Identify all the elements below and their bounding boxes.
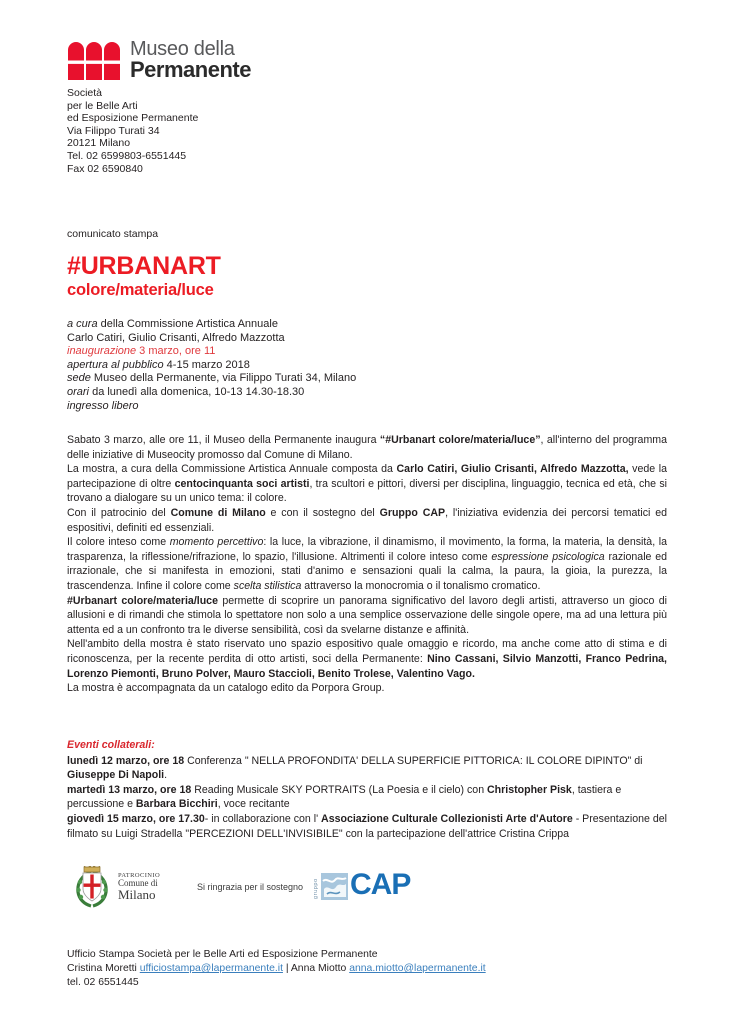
event-person: Giuseppe Di Napoli [67, 769, 165, 782]
press-contact-footer [67, 948, 667, 990]
footer-office-line: Ufficio Stampa Società per le Belle Arti ed Esposizione Permanente [67, 949, 378, 960]
credit-value: della Commissione Artistica Annuale [97, 318, 278, 330]
address-line: per le Belle Arti [67, 99, 138, 112]
credit-label: a cura [67, 318, 98, 330]
address-line: 20121 Milano [67, 137, 131, 150]
credit-label: inaugurazione [67, 345, 137, 358]
side-events-heading: Eventi collaterali: [67, 739, 155, 751]
text-run: , voce recitante [217, 798, 290, 811]
permanente-columns-logo-icon [67, 37, 121, 81]
museo-permanente-logo [67, 33, 487, 81]
wordmark-line-1: Museo della [130, 37, 235, 60]
credit-value: 3 marzo, ore 11 [136, 345, 216, 358]
patrocinio-label: PATROCINIO [118, 871, 161, 879]
side-event-item [67, 812, 667, 841]
address-line: Via Filippo Turati 34 [67, 124, 160, 137]
milano-label: Milano [118, 887, 156, 903]
text-run-bold: #Urbanart colore/materia/luce [67, 594, 218, 607]
text-run-bold: Nino Cassani, Silvio Manzotti, Franco Pedrina, Lorenzo Piemonti, Bruno Polver, Mauro Staccioli, Benito Trolese, Valentino Vago. [67, 652, 667, 680]
sponsor-row [72, 866, 422, 912]
page-subtitle: colore/materia/luce [67, 281, 214, 299]
text-run-bold: Carlo Catiri, Giulio Crisanti, Alfredo Mazzotta, [396, 463, 629, 476]
text-run-bold: Gruppo CAP [379, 506, 446, 519]
address-line: ed Esposizione Permanente [67, 112, 199, 125]
text-run: , l'iniziativa evidenzia dei percorsi tematici ed espositivi, definiti ed essenziali. [67, 506, 667, 534]
text-run: Il colore inteso come [67, 536, 170, 549]
gruppo-cap-logo [313, 868, 410, 904]
credit-value: libero [108, 399, 139, 412]
text-run: razionale ed irrazionale, che si manifesta in emozioni, stati d'animo e sensazioni quali la calma, la paura, la gioia, la purezza, la trascendenza. Infine il colore come [67, 550, 667, 592]
text-run-italic: scelta stilistica [233, 579, 302, 592]
paragraph-7: La mostra è accompagnata da un catalogo edito da Porpora Group. [67, 682, 385, 695]
email-link-ufficiostampa[interactable]: ufficiostampa@lapermanente.it [139, 963, 283, 974]
text-run: Sabato 3 marzo, alle ore 11, il Museo della Permanente inaugura [67, 434, 380, 446]
event-person: Associazione Culturale Collezionisti Arte d'Autore [321, 812, 573, 825]
text-run: Nell'ambito della mostra è stato riservato uno spazio espositivo quale omaggio e ricordo, ma anche come atto di stima e di riconoscenza, per la recente perdita di otto artisti, soci della Permanente: [67, 638, 667, 665]
text-run-bold: “#Urbanart colore/materia/luce” [379, 434, 541, 446]
museo-permanente-wordmark [130, 37, 251, 82]
comune-label: Comune di [118, 877, 158, 888]
address-block [67, 87, 487, 175]
credit-label: sede [67, 372, 91, 385]
paragraph-4 [67, 535, 667, 593]
credit-venue [67, 372, 587, 386]
contact-name: Cristina Moretti [67, 963, 140, 974]
press-release-kicker: comunicato stampa [67, 228, 159, 240]
event-date: lunedì 12 marzo, ore 18 [67, 754, 185, 767]
credit-hours [67, 386, 587, 400]
side-event-item [67, 783, 667, 812]
text-run: La mostra, a cura della Commissione Artistica Annuale composta da [67, 463, 397, 476]
credit-value: 4-15 marzo 2018 [163, 358, 250, 371]
event-description: Conferenza " NELLA PROFONDITA' DELLA SUPERFICIE PITTORICA: IL COLORE DIPINTO" di [184, 754, 643, 767]
credit-curator [67, 318, 587, 332]
sostegno-label: Si ringrazia per il sostegno [197, 882, 304, 892]
paragraph-6 [67, 637, 667, 681]
event-date: giovedì 15 marzo, ore 17.30 [67, 812, 205, 825]
address-line: Fax 02 6590840 [67, 162, 143, 175]
wordmark-line-2: Permanente [130, 56, 251, 82]
milano-logo-text [118, 872, 160, 903]
event-description: - in collaborazione con l' [204, 812, 322, 825]
credit-admission [67, 400, 587, 414]
text-run: . [164, 769, 168, 782]
text-run: : la luce, la vibrazione, il dinamismo, il movimento, la forma, la materia, la densità, la trasparenza, la riflessione/rifrazione, lo spazio, l'illusione. Altrimenti il colore inteso come [67, 536, 667, 563]
footer-contacts-line [67, 962, 667, 976]
text-run-bold: Comune di Milano [170, 506, 266, 519]
credit-label: ingresso [67, 399, 109, 412]
milano-coat-of-arms-icon [72, 866, 112, 908]
credit-value: Museo della Permanente, via Filippo Turati 34, Milano [90, 372, 357, 385]
text-run: vede la partecipazione di oltre [67, 463, 668, 490]
paragraph-5 [67, 594, 667, 638]
paragraph-2 [67, 462, 667, 506]
comune-di-milano-logo [72, 866, 160, 908]
side-event-item [67, 754, 667, 783]
page-title: #URBANART [67, 252, 221, 280]
credit-public-dates [67, 359, 587, 373]
event-description: Reading Musicale SKY PORTRAITS (La Poesia e il cielo) con [191, 783, 488, 796]
text-run: , tastiera e percussione e [67, 783, 622, 811]
credit-label: orari [67, 385, 90, 398]
credit-opening [67, 345, 587, 359]
text-run: - Presentazione del filmato su Luigi Stradella "PERCEZIONI DELL'INVISIBILE" con la partecipazione dell'attrice Cristina Crippa [67, 812, 667, 840]
cap-gruppo-label: gruppo [313, 878, 319, 899]
text-run: attraverso la monocromia o il tonalismo cromatico. [301, 579, 541, 592]
event-person: Christopher Pisk [487, 783, 572, 796]
credit-value: da lunedì alla domenica, 10-13 14.30-18.30 [89, 385, 305, 398]
address-line: Società [67, 87, 103, 99]
text-run: Con il patrocinio del [67, 506, 171, 519]
text-run: , all'interno del programma delle iniziative di Museocity promosso dal Comune di Milano. [67, 434, 667, 461]
credit-curator-names: Carlo Catiri, Giulio Crisanti, Alfredo Mazzotta [67, 331, 285, 344]
paragraph-1 [67, 433, 667, 462]
footer-phone-line: tel. 02 6551445 [67, 977, 139, 988]
separator: | [282, 963, 291, 974]
event-person: Barbara Bicchiri [135, 798, 218, 811]
body-copy [67, 433, 667, 696]
exhibition-credits [67, 318, 587, 413]
text-run-italic: momento percettivo [169, 536, 264, 549]
address-line: Tel. 02 6599803-6551445 [67, 149, 187, 162]
paragraph-3 [67, 506, 667, 535]
email-link-anna-miotto[interactable]: anna.miotto@lapermanente.it [349, 963, 486, 974]
cap-water-square-icon [321, 873, 348, 900]
text-run: , tra scultori e pittori, diversi per disciplina, linguaggio, tecnica ed età, che si trovano a dialogare su un unico tema: il colore. [67, 477, 667, 505]
credit-label: apertura al pubblico [67, 358, 164, 371]
contact-name: Anna Miotto [290, 963, 350, 974]
text-run: permette di scoprire un panorama significativo del lavoro degli artisti, attraverso un gioco di allusioni e di rimandi che stimola lo spettatore non solo a una semplice osservazione delle singole opere, ma ad una lettura più attenta ed a un confronto tra le diverse sensibilità, così da svelarne distanze e affinità. [67, 594, 667, 636]
side-events-section [67, 738, 667, 841]
text-run-italic: espressione psicologica [491, 550, 605, 563]
text-run: e con il sostegno del [265, 506, 380, 519]
letterhead [67, 33, 487, 175]
text-run-bold: centocinquanta soci artisti [174, 477, 310, 490]
cap-wordmark: CAP [350, 868, 411, 901]
event-date: martedì 13 marzo, ore 18 [67, 783, 192, 796]
